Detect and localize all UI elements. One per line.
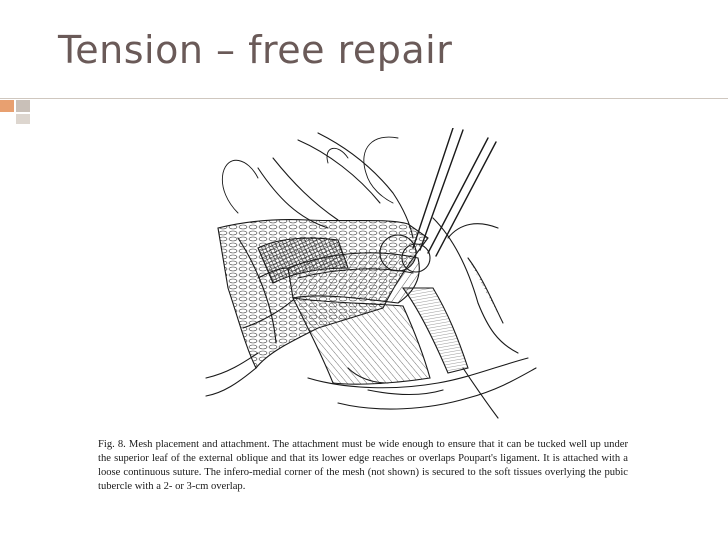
accent-square-grey-light xyxy=(16,114,30,124)
title-divider xyxy=(0,98,728,99)
surgical-illustration xyxy=(198,128,538,428)
slide-title: Tension – free repair xyxy=(58,28,453,72)
accent-squares xyxy=(0,100,46,126)
accent-square-orange xyxy=(0,100,14,112)
figure-caption: Fig. 8. Mesh placement and attachment. The attachment must be wide enough to ensure that it can be tucked well up under the superior leaf of the external oblique and that its lower edge reaches or overlaps Poupart's ligament. It is attached with a loose continuous suture. The infero-medial corner of the mesh (not shown) is secured to the soft tissues overlying the pubic tubercle with a 2- or 3-cm overlap. xyxy=(98,439,628,492)
accent-square-grey xyxy=(16,100,30,112)
